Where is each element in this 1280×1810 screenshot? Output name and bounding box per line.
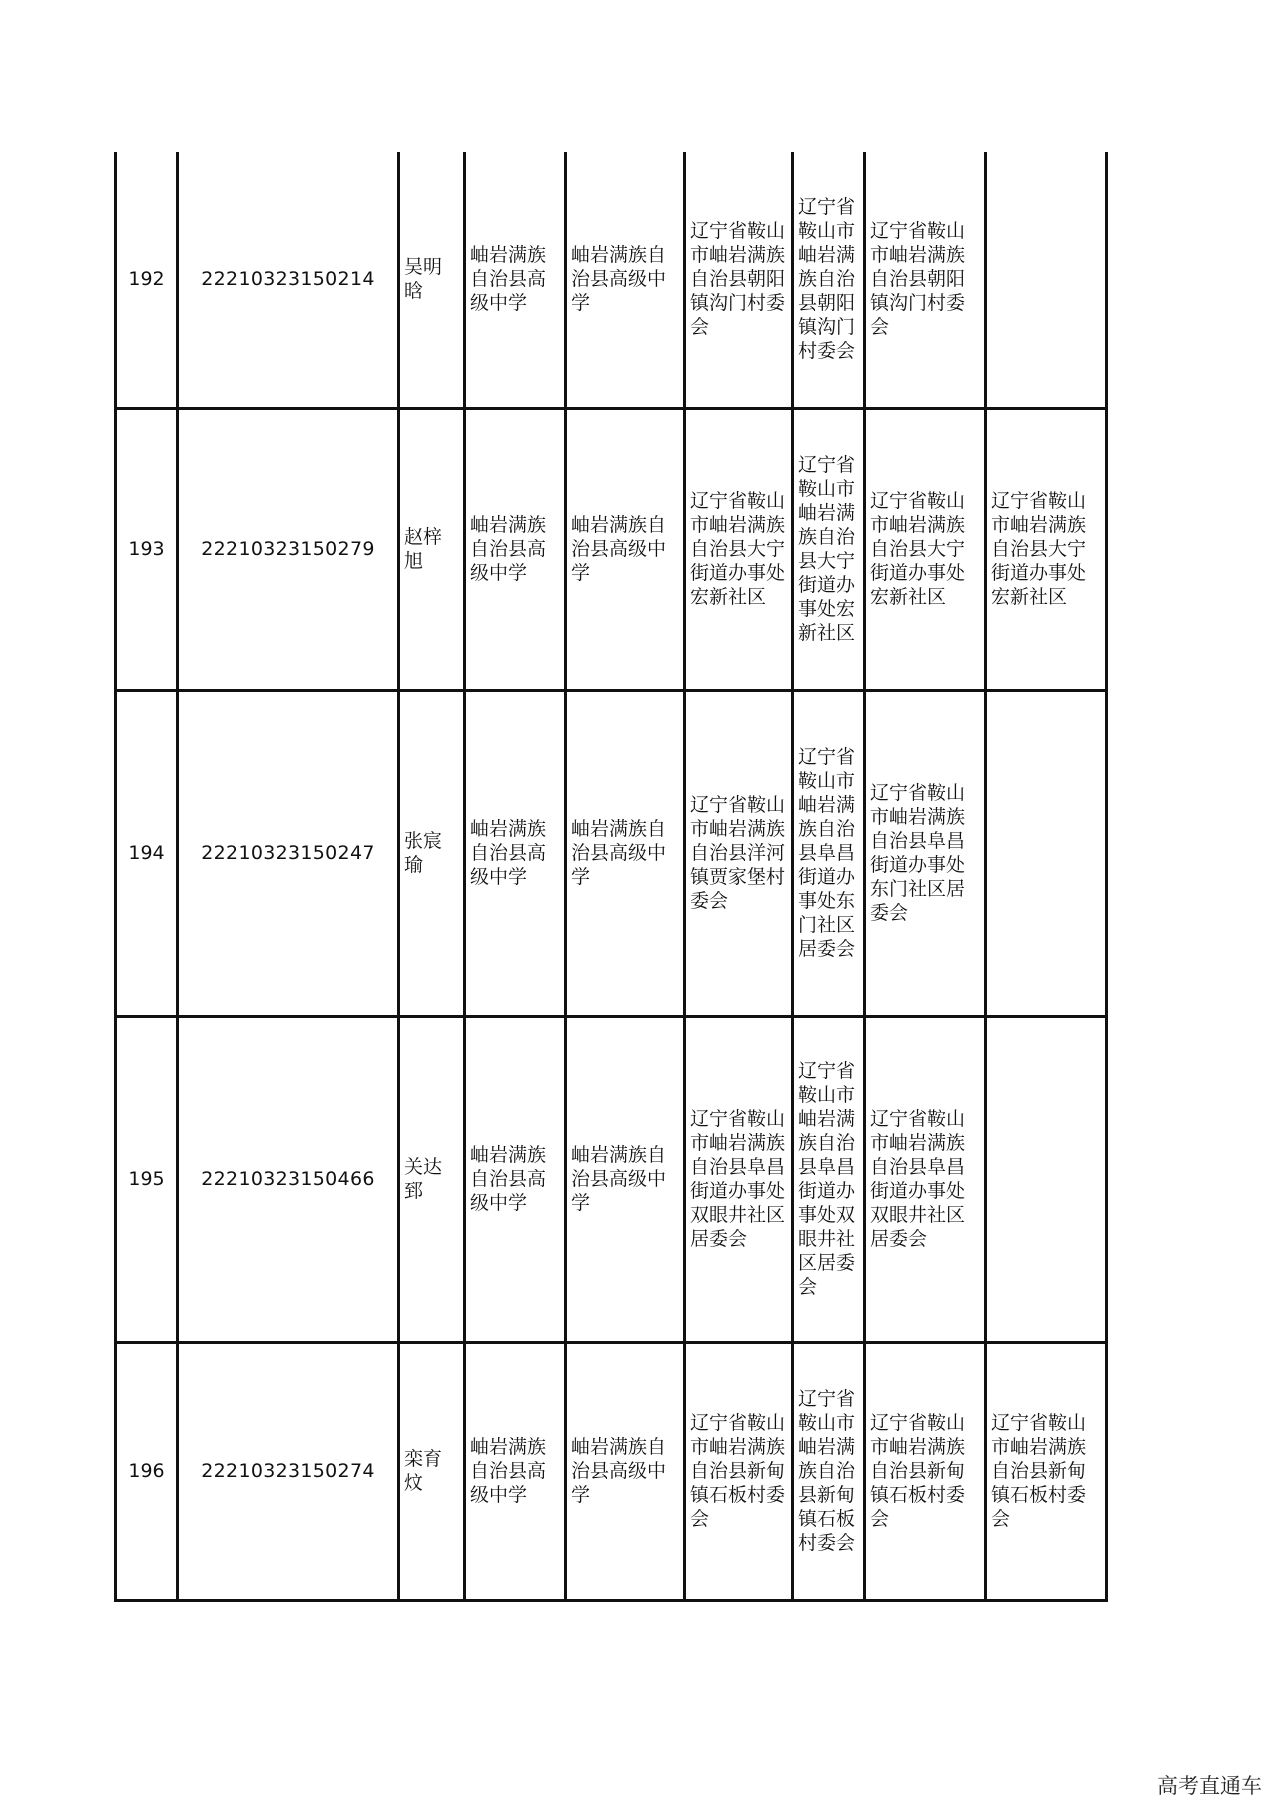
row-id: 22210323150214 xyxy=(178,152,399,408)
row-address-1: 辽宁省鞍山市岫岩满族自治县阜昌街道办事处双眼井社区居委会 xyxy=(685,1016,793,1342)
row-address-2: 辽宁省鞍山市岫岩满族自治县大宁街道办事处宏新社区 xyxy=(793,408,865,690)
row-address-1: 辽宁省鞍山市岫岩满族自治县新甸镇石板村委会 xyxy=(685,1342,793,1600)
row-seq: 195 xyxy=(116,1016,178,1342)
row-school-2: 岫岩满族自治县高级中学 xyxy=(566,152,685,408)
row-address-4: 辽宁省鞍山市岫岩满族自治县新甸镇石板村委会 xyxy=(986,1342,1107,1600)
row-name: 关达郅 xyxy=(399,1016,465,1342)
row-id: 22210323150279 xyxy=(178,408,399,690)
row-id: 22210323150247 xyxy=(178,690,399,1016)
table-row xyxy=(116,1342,1107,1600)
row-seq: 194 xyxy=(116,690,178,1016)
record-table xyxy=(114,152,1108,1602)
row-school-2: 岫岩满族自治县高级中学 xyxy=(566,690,685,1016)
row-address-1: 辽宁省鞍山市岫岩满族自治县洋河镇贾家堡村委会 xyxy=(685,690,793,1016)
row-address-2: 辽宁省鞍山市岫岩满族自治县阜昌街道办事处东门社区居委会 xyxy=(793,690,865,1016)
row-address-1: 辽宁省鞍山市岫岩满族自治县朝阳镇沟门村委会 xyxy=(685,152,793,408)
row-school: 岫岩满族自治县高级中学 xyxy=(465,1016,566,1342)
row-name: 吴明晗 xyxy=(399,152,465,408)
row-address-4 xyxy=(986,690,1107,1016)
row-address-2: 辽宁省鞍山市岫岩满族自治县阜昌街道办事处双眼井社区居委会 xyxy=(793,1016,865,1342)
row-seq: 193 xyxy=(116,408,178,690)
row-seq: 196 xyxy=(116,1342,178,1600)
row-address-3: 辽宁省鞍山市岫岩满族自治县阜昌街道办事处东门社区居委会 xyxy=(865,690,986,1016)
row-school: 岫岩满族自治县高级中学 xyxy=(465,408,566,690)
row-address-2: 辽宁省鞍山市岫岩满族自治县朝阳镇沟门村委会 xyxy=(793,152,865,408)
row-address-2: 辽宁省鞍山市岫岩满族自治县新甸镇石板村委会 xyxy=(793,1342,865,1600)
row-address-4: 辽宁省鞍山市岫岩满族自治县大宁街道办事处宏新社区 xyxy=(986,408,1107,690)
row-name: 栾育炆 xyxy=(399,1342,465,1600)
row-school: 岫岩满族自治县高级中学 xyxy=(465,1342,566,1600)
row-id: 22210323150466 xyxy=(178,1016,399,1342)
row-address-3: 辽宁省鞍山市岫岩满族自治县阜昌街道办事处双眼井社区居委会 xyxy=(865,1016,986,1342)
row-address-3: 辽宁省鞍山市岫岩满族自治县新甸镇石板村委会 xyxy=(865,1342,986,1600)
table-row xyxy=(116,690,1107,1016)
row-school-2: 岫岩满族自治县高级中学 xyxy=(566,1342,685,1600)
row-school: 岫岩满族自治县高级中学 xyxy=(465,690,566,1016)
table-row xyxy=(116,152,1107,408)
row-school-2: 岫岩满族自治县高级中学 xyxy=(566,408,685,690)
watermark-text: 高考直通车 xyxy=(1157,1774,1262,1798)
row-address-3: 辽宁省鞍山市岫岩满族自治县朝阳镇沟门村委会 xyxy=(865,152,986,408)
row-seq: 192 xyxy=(116,152,178,408)
table-row xyxy=(116,1016,1107,1342)
row-address-4 xyxy=(986,1016,1107,1342)
table-row xyxy=(116,408,1107,690)
row-name: 赵梓旭 xyxy=(399,408,465,690)
row-school: 岫岩满族自治县高级中学 xyxy=(465,152,566,408)
row-name: 张宸瑜 xyxy=(399,690,465,1016)
row-address-3: 辽宁省鞍山市岫岩满族自治县大宁街道办事处宏新社区 xyxy=(865,408,986,690)
row-address-1: 辽宁省鞍山市岫岩满族自治县大宁街道办事处宏新社区 xyxy=(685,408,793,690)
row-id: 22210323150274 xyxy=(178,1342,399,1600)
row-school-2: 岫岩满族自治县高级中学 xyxy=(566,1016,685,1342)
row-address-4 xyxy=(986,152,1107,408)
